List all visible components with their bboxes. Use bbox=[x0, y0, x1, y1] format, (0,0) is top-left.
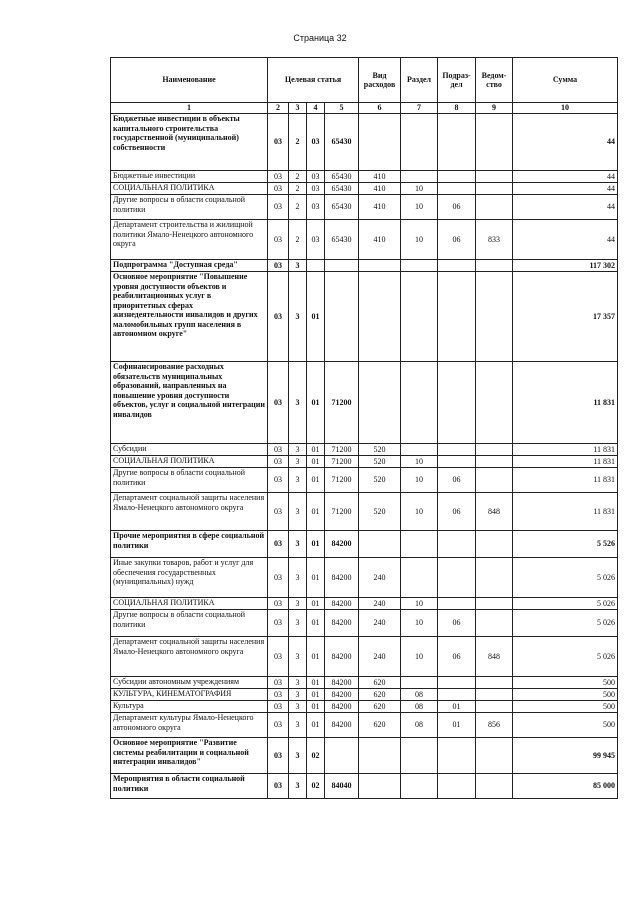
table-row bbox=[111, 171, 618, 183]
header-subsection: Подраз-дел bbox=[438, 58, 476, 103]
amount-value: 44 bbox=[513, 195, 618, 220]
target-code-program: 03 bbox=[268, 220, 289, 260]
header-department: Ведом-ство bbox=[476, 58, 513, 103]
amount-value: 5 026 bbox=[513, 558, 618, 598]
target-code-activity: 01 bbox=[307, 677, 325, 689]
column-number: 10 bbox=[513, 103, 618, 114]
column-number: 5 bbox=[325, 103, 359, 114]
table-row bbox=[111, 114, 618, 171]
expense-type-code: 410 bbox=[359, 195, 401, 220]
department-code bbox=[476, 195, 513, 220]
section-code bbox=[401, 558, 438, 598]
amount-value: 500 bbox=[513, 701, 618, 713]
table-row bbox=[111, 220, 618, 260]
column-number: 8 bbox=[438, 103, 476, 114]
expense-type-code: 240 bbox=[359, 637, 401, 677]
page-number: Страница 32 bbox=[293, 33, 347, 43]
target-code-program: 03 bbox=[268, 272, 289, 362]
target-code-activity: 03 bbox=[307, 114, 325, 171]
header-amount: Сумма bbox=[513, 58, 618, 103]
target-code-subprogram: 3 bbox=[289, 610, 307, 637]
amount-value: 11 831 bbox=[513, 468, 618, 493]
expense-type-code: 520 bbox=[359, 444, 401, 456]
expense-type-code: 620 bbox=[359, 701, 401, 713]
target-code-program: 03 bbox=[268, 774, 289, 799]
target-code-subprogram: 2 bbox=[289, 114, 307, 171]
budget-table bbox=[110, 57, 618, 799]
subsection-code bbox=[438, 677, 476, 689]
section-code bbox=[401, 260, 438, 272]
section-code: 08 bbox=[401, 701, 438, 713]
subsection-code: 01 bbox=[438, 713, 476, 738]
subsection-code bbox=[438, 362, 476, 444]
subsection-code: 06 bbox=[438, 220, 476, 260]
target-code-subprogram: 3 bbox=[289, 272, 307, 362]
table-row bbox=[111, 468, 618, 493]
table-body bbox=[111, 114, 618, 799]
target-code-direction: 71200 bbox=[325, 456, 359, 468]
amount-value: 17 357 bbox=[513, 272, 618, 362]
row-name: Другие вопросы в области социальной политики bbox=[111, 195, 268, 220]
department-code bbox=[476, 610, 513, 637]
target-code-direction: 65430 bbox=[325, 114, 359, 171]
row-name: Другие вопросы в области социальной политики bbox=[111, 468, 268, 493]
section-code: 10 bbox=[401, 195, 438, 220]
section-code bbox=[401, 171, 438, 183]
table-row bbox=[111, 272, 618, 362]
target-code-program: 03 bbox=[268, 183, 289, 195]
target-code-direction: 84200 bbox=[325, 689, 359, 701]
department-code bbox=[476, 558, 513, 598]
target-code-program: 03 bbox=[268, 598, 289, 610]
target-code-activity: 01 bbox=[307, 272, 325, 362]
row-name: Департамент строительства и жилищной политики Ямало-Ненецкого автономного округа bbox=[111, 220, 268, 260]
target-code-direction: 84200 bbox=[325, 610, 359, 637]
target-code-subprogram: 2 bbox=[289, 220, 307, 260]
section-code: 10 bbox=[401, 637, 438, 677]
subsection-code bbox=[438, 260, 476, 272]
amount-value: 500 bbox=[513, 689, 618, 701]
department-code bbox=[476, 738, 513, 774]
target-code-program: 03 bbox=[268, 444, 289, 456]
target-code-activity: 01 bbox=[307, 713, 325, 738]
target-code-subprogram: 2 bbox=[289, 183, 307, 195]
amount-value: 11 831 bbox=[513, 444, 618, 456]
department-code bbox=[476, 444, 513, 456]
target-code-subprogram: 3 bbox=[289, 444, 307, 456]
section-code: 10 bbox=[401, 468, 438, 493]
target-code-direction: 84200 bbox=[325, 558, 359, 598]
target-code-subprogram: 3 bbox=[289, 637, 307, 677]
table-row bbox=[111, 738, 618, 774]
target-code-activity: 01 bbox=[307, 689, 325, 701]
amount-value: 11 831 bbox=[513, 362, 618, 444]
target-code-direction: 84200 bbox=[325, 531, 359, 558]
column-number: 2 bbox=[268, 103, 289, 114]
expense-type-code bbox=[359, 260, 401, 272]
department-code bbox=[476, 468, 513, 493]
target-code-activity: 01 bbox=[307, 456, 325, 468]
section-code bbox=[401, 272, 438, 362]
target-code-program: 03 bbox=[268, 260, 289, 272]
target-code-subprogram: 3 bbox=[289, 689, 307, 701]
section-code: 08 bbox=[401, 689, 438, 701]
expense-type-code: 240 bbox=[359, 558, 401, 598]
section-code: 10 bbox=[401, 598, 438, 610]
row-name: Основное мероприятие "Повышение уровня доступности объектов и реабилитационных услуг в приоритетных сферах жизнедеятельности инвалидов и других маломобильных групп населения в автономном округе" bbox=[111, 272, 268, 362]
subsection-code bbox=[438, 114, 476, 171]
expense-type-code: 520 bbox=[359, 493, 401, 531]
target-code-subprogram: 3 bbox=[289, 558, 307, 598]
subsection-code bbox=[438, 171, 476, 183]
row-name: Подпрограмма "Доступная среда" bbox=[111, 260, 268, 272]
table-row bbox=[111, 444, 618, 456]
target-code-activity: 02 bbox=[307, 774, 325, 799]
subsection-code: 06 bbox=[438, 468, 476, 493]
row-name: Департамент социальной защиты населения Ямало-Ненецкого автономного округа bbox=[111, 637, 268, 677]
target-code-program: 03 bbox=[268, 493, 289, 531]
subsection-code bbox=[438, 531, 476, 558]
column-number: 1 bbox=[111, 103, 268, 114]
target-code-subprogram: 3 bbox=[289, 493, 307, 531]
header-section: Раздел bbox=[401, 58, 438, 103]
expense-type-code: 410 bbox=[359, 171, 401, 183]
target-code-activity: 02 bbox=[307, 738, 325, 774]
amount-value: 500 bbox=[513, 677, 618, 689]
target-code-subprogram: 3 bbox=[289, 701, 307, 713]
target-code-direction: 84200 bbox=[325, 637, 359, 677]
expense-type-code bbox=[359, 272, 401, 362]
target-code-direction: 65430 bbox=[325, 171, 359, 183]
target-code-program: 03 bbox=[268, 171, 289, 183]
target-code-subprogram: 3 bbox=[289, 598, 307, 610]
amount-value: 44 bbox=[513, 183, 618, 195]
subsection-code: 01 bbox=[438, 701, 476, 713]
table-row bbox=[111, 362, 618, 444]
department-code bbox=[476, 272, 513, 362]
row-name: Основное мероприятие "Развитие системы реабилитации и социальной интеграции инвалидов" bbox=[111, 738, 268, 774]
section-code: 10 bbox=[401, 220, 438, 260]
target-code-subprogram: 2 bbox=[289, 195, 307, 220]
section-code: 10 bbox=[401, 456, 438, 468]
amount-value: 11 831 bbox=[513, 456, 618, 468]
target-code-activity: 01 bbox=[307, 610, 325, 637]
subsection-code bbox=[438, 774, 476, 799]
department-code bbox=[476, 260, 513, 272]
target-code-subprogram: 3 bbox=[289, 456, 307, 468]
expense-type-code: 520 bbox=[359, 468, 401, 493]
target-code-activity: 01 bbox=[307, 598, 325, 610]
section-code: 08 bbox=[401, 713, 438, 738]
target-code-direction: 65430 bbox=[325, 195, 359, 220]
amount-value: 85 000 bbox=[513, 774, 618, 799]
subsection-code: 06 bbox=[438, 637, 476, 677]
section-code bbox=[401, 531, 438, 558]
subsection-code bbox=[438, 444, 476, 456]
expense-type-code: 620 bbox=[359, 677, 401, 689]
row-name: Софинансирование расходных обязательств муниципальных образований, направленных на повышение уровня доступности объектов, услуг и социальной интеграции инвалидов bbox=[111, 362, 268, 444]
column-number: 9 bbox=[476, 103, 513, 114]
target-code-direction: 71200 bbox=[325, 493, 359, 531]
section-code: 10 bbox=[401, 610, 438, 637]
target-code-direction: 71200 bbox=[325, 362, 359, 444]
target-code-program: 03 bbox=[268, 610, 289, 637]
target-code-activity: 01 bbox=[307, 531, 325, 558]
row-name: Департамент культуры Ямало-Ненецкого автономного округа bbox=[111, 713, 268, 738]
row-name: СОЦИАЛЬНАЯ ПОЛИТИКА bbox=[111, 456, 268, 468]
department-code bbox=[476, 183, 513, 195]
expense-type-code: 240 bbox=[359, 598, 401, 610]
target-code-subprogram: 3 bbox=[289, 362, 307, 444]
department-code bbox=[476, 456, 513, 468]
amount-value: 5 026 bbox=[513, 637, 618, 677]
column-number: 4 bbox=[307, 103, 325, 114]
target-code-activity: 03 bbox=[307, 195, 325, 220]
department-code: 856 bbox=[476, 713, 513, 738]
expense-type-code bbox=[359, 531, 401, 558]
section-code: 10 bbox=[401, 183, 438, 195]
column-number: 7 bbox=[401, 103, 438, 114]
section-code bbox=[401, 444, 438, 456]
subsection-code bbox=[438, 598, 476, 610]
target-code-subprogram: 3 bbox=[289, 774, 307, 799]
column-number-row bbox=[111, 103, 618, 114]
amount-value: 5 526 bbox=[513, 531, 618, 558]
table-row bbox=[111, 610, 618, 637]
row-name: Мероприятия в области социальной политики bbox=[111, 774, 268, 799]
target-code-subprogram: 3 bbox=[289, 260, 307, 272]
department-code: 848 bbox=[476, 637, 513, 677]
amount-value: 44 bbox=[513, 171, 618, 183]
amount-value: 500 bbox=[513, 713, 618, 738]
target-code-program: 03 bbox=[268, 701, 289, 713]
table-row bbox=[111, 701, 618, 713]
department-code bbox=[476, 677, 513, 689]
target-code-activity: 01 bbox=[307, 468, 325, 493]
target-code-program: 03 bbox=[268, 195, 289, 220]
table-row bbox=[111, 456, 618, 468]
expense-type-code: 410 bbox=[359, 183, 401, 195]
table-row bbox=[111, 195, 618, 220]
department-code bbox=[476, 598, 513, 610]
amount-value: 11 831 bbox=[513, 493, 618, 531]
table-row bbox=[111, 531, 618, 558]
row-name: Культура bbox=[111, 701, 268, 713]
subsection-code bbox=[438, 183, 476, 195]
column-number: 3 bbox=[289, 103, 307, 114]
amount-value: 5 026 bbox=[513, 610, 618, 637]
subsection-code bbox=[438, 738, 476, 774]
amount-value: 5 026 bbox=[513, 598, 618, 610]
target-code-program: 03 bbox=[268, 468, 289, 493]
target-code-direction: 84200 bbox=[325, 701, 359, 713]
target-code-direction: 71200 bbox=[325, 444, 359, 456]
table-row bbox=[111, 637, 618, 677]
target-code-activity: 01 bbox=[307, 362, 325, 444]
header-target-article: Целевая статья bbox=[268, 58, 359, 103]
amount-value: 117 302 bbox=[513, 260, 618, 272]
target-code-activity bbox=[307, 260, 325, 272]
target-code-activity: 01 bbox=[307, 444, 325, 456]
header-name: Наименование bbox=[111, 58, 268, 103]
target-code-direction: 84200 bbox=[325, 713, 359, 738]
department-code bbox=[476, 689, 513, 701]
amount-value: 44 bbox=[513, 220, 618, 260]
target-code-direction: 84200 bbox=[325, 677, 359, 689]
section-code: 10 bbox=[401, 493, 438, 531]
row-name: Прочие мероприятия в сфере социальной политики bbox=[111, 531, 268, 558]
expense-type-code bbox=[359, 774, 401, 799]
target-code-program: 03 bbox=[268, 362, 289, 444]
department-code bbox=[476, 171, 513, 183]
target-code-direction: 84040 bbox=[325, 774, 359, 799]
row-name: Департамент социальной защиты населения Ямало-Ненецкого автономного округа bbox=[111, 493, 268, 531]
row-name: Бюджетные инвестиции bbox=[111, 171, 268, 183]
subsection-code bbox=[438, 558, 476, 598]
target-code-direction: 65430 bbox=[325, 183, 359, 195]
section-code bbox=[401, 774, 438, 799]
target-code-direction bbox=[325, 738, 359, 774]
target-code-subprogram: 3 bbox=[289, 677, 307, 689]
target-code-program: 03 bbox=[268, 677, 289, 689]
target-code-direction: 65430 bbox=[325, 220, 359, 260]
target-code-subprogram: 3 bbox=[289, 713, 307, 738]
target-code-direction: 71200 bbox=[325, 468, 359, 493]
expense-type-code: 410 bbox=[359, 220, 401, 260]
section-code bbox=[401, 114, 438, 171]
table-row bbox=[111, 493, 618, 531]
target-code-program: 03 bbox=[268, 689, 289, 701]
row-name: Другие вопросы в области социальной политики bbox=[111, 610, 268, 637]
header-row bbox=[111, 58, 618, 103]
target-code-program: 03 bbox=[268, 713, 289, 738]
target-code-direction bbox=[325, 260, 359, 272]
target-code-program: 03 bbox=[268, 738, 289, 774]
expense-type-code bbox=[359, 362, 401, 444]
target-code-program: 03 bbox=[268, 558, 289, 598]
row-name: Субсидии bbox=[111, 444, 268, 456]
target-code-activity: 01 bbox=[307, 558, 325, 598]
target-code-subprogram: 3 bbox=[289, 468, 307, 493]
subsection-code bbox=[438, 456, 476, 468]
table-row bbox=[111, 774, 618, 799]
expense-type-code: 520 bbox=[359, 456, 401, 468]
table-row bbox=[111, 598, 618, 610]
section-code bbox=[401, 362, 438, 444]
row-name: СОЦИАЛЬНАЯ ПОЛИТИКА bbox=[111, 183, 268, 195]
department-code: 848 bbox=[476, 493, 513, 531]
expense-type-code: 620 bbox=[359, 713, 401, 738]
expense-type-code bbox=[359, 114, 401, 171]
expense-type-code: 620 bbox=[359, 689, 401, 701]
target-code-activity: 01 bbox=[307, 493, 325, 531]
target-code-program: 03 bbox=[268, 531, 289, 558]
expense-type-code bbox=[359, 738, 401, 774]
target-code-activity: 03 bbox=[307, 183, 325, 195]
subsection-code: 06 bbox=[438, 610, 476, 637]
department-code bbox=[476, 362, 513, 444]
subsection-code: 06 bbox=[438, 493, 476, 531]
row-name: СОЦИАЛЬНАЯ ПОЛИТИКА bbox=[111, 598, 268, 610]
target-code-activity: 01 bbox=[307, 637, 325, 677]
expense-type-code: 240 bbox=[359, 610, 401, 637]
target-code-activity: 01 bbox=[307, 701, 325, 713]
target-code-activity: 03 bbox=[307, 220, 325, 260]
target-code-program: 03 bbox=[268, 114, 289, 171]
table-row bbox=[111, 677, 618, 689]
department-code bbox=[476, 701, 513, 713]
table-row bbox=[111, 260, 618, 272]
target-code-program: 03 bbox=[268, 456, 289, 468]
column-number: 6 bbox=[359, 103, 401, 114]
row-name: Субсидии автономным учреждениям bbox=[111, 677, 268, 689]
target-code-program: 03 bbox=[268, 637, 289, 677]
department-code bbox=[476, 114, 513, 171]
row-name: КУЛЬТУРА, КИНЕМАТОГРАФИЯ bbox=[111, 689, 268, 701]
table-row bbox=[111, 713, 618, 738]
department-code bbox=[476, 774, 513, 799]
table-row bbox=[111, 558, 618, 598]
target-code-subprogram: 3 bbox=[289, 531, 307, 558]
amount-value: 99 945 bbox=[513, 738, 618, 774]
subsection-code bbox=[438, 272, 476, 362]
target-code-activity: 03 bbox=[307, 171, 325, 183]
subsection-code bbox=[438, 689, 476, 701]
section-code bbox=[401, 677, 438, 689]
table-row bbox=[111, 183, 618, 195]
target-code-direction: 84200 bbox=[325, 598, 359, 610]
header-expense-type: Вид расходов bbox=[359, 58, 401, 103]
section-code bbox=[401, 738, 438, 774]
row-name: Иные закупки товаров, работ и услуг для обеспечения государственных (муниципальных) нужд bbox=[111, 558, 268, 598]
subsection-code: 06 bbox=[438, 195, 476, 220]
target-code-direction bbox=[325, 272, 359, 362]
department-code: 833 bbox=[476, 220, 513, 260]
row-name: Бюджетные инвестиции в объекты капитального строительства государственной (муниципальной) собственности bbox=[111, 114, 268, 171]
amount-value: 44 bbox=[513, 114, 618, 171]
target-code-subprogram: 3 bbox=[289, 738, 307, 774]
department-code bbox=[476, 531, 513, 558]
table-row bbox=[111, 689, 618, 701]
target-code-subprogram: 2 bbox=[289, 171, 307, 183]
